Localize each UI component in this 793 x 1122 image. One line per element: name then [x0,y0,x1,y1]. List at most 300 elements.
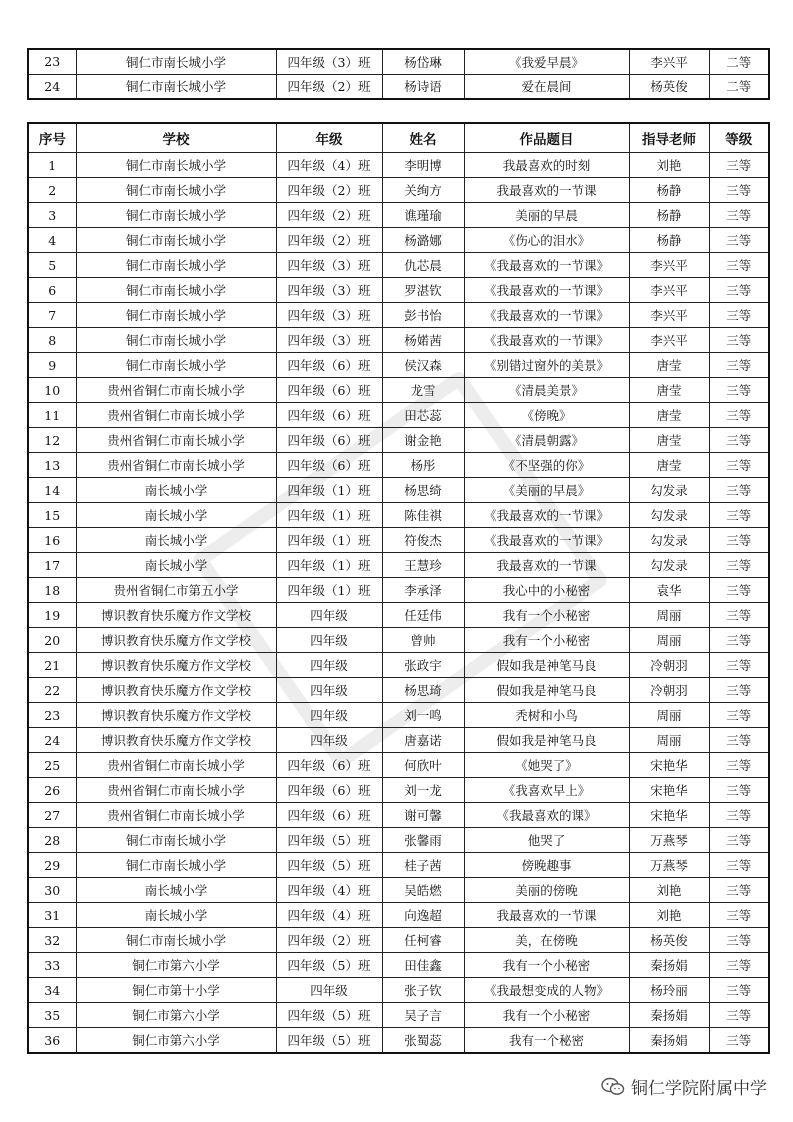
cell-teacher: 杨静 [629,228,709,253]
table-row [28,153,769,178]
cell-grade: 四年级（1）班 [276,503,382,528]
cell-level: 三等 [709,903,769,928]
cell-index: 18 [28,578,76,603]
cell-title: 美，在傍晚 [464,928,629,953]
cell-teacher: 李兴平 [629,303,709,328]
cell-grade: 四年级 [276,653,382,678]
cell-grade: 四年级（4）班 [276,153,382,178]
cell-school: 博识教育快乐魔方作文学校 [76,678,276,703]
cell-name: 谢金艳 [382,428,464,453]
cell-level: 二等 [709,49,769,74]
cell-index: 10 [28,378,76,403]
cell-name: 张馨雨 [382,828,464,853]
cell-index: 3 [28,203,76,228]
cell-school: 贵州省铜仁市南长城小学 [76,753,276,778]
cell-level: 三等 [709,253,769,278]
cell-teacher: 宋艳华 [629,778,709,803]
cell-grade: 四年级 [276,628,382,653]
cell-school: 博识教育快乐魔方作文学校 [76,703,276,728]
cell-title: 我有一个小秘密 [464,628,629,653]
cell-teacher: 唐莹 [629,403,709,428]
cell-index: 16 [28,528,76,553]
table-row [28,74,769,99]
cell-school: 南长城小学 [76,903,276,928]
cell-grade: 四年级（2）班 [276,178,382,203]
cell-level: 三等 [709,353,769,378]
cell-school: 铜仁市第六小学 [76,1003,276,1028]
table-row [28,928,769,953]
cell-grade: 四年级（1）班 [276,578,382,603]
cell-title: 《她哭了》 [464,753,629,778]
table-header-row [28,123,769,153]
table-row [28,278,769,303]
cell-grade: 四年级（2）班 [276,74,382,99]
table-row [28,803,769,828]
cell-grade: 四年级 [276,703,382,728]
cell-level: 三等 [709,228,769,253]
cell-teacher: 杨英俊 [629,928,709,953]
cell-level: 二等 [709,74,769,99]
table-row [28,828,769,853]
cell-school: 铜仁市第十小学 [76,978,276,1003]
cell-school: 博识教育快乐魔方作文学校 [76,628,276,653]
cell-grade: 四年级（3）班 [276,278,382,303]
cell-title: 美丽的早晨 [464,203,629,228]
cell-level: 三等 [709,703,769,728]
cell-teacher: 李兴平 [629,328,709,353]
cell-name: 杨彤 [382,453,464,478]
cell-school: 贵州省铜仁市南长城小学 [76,378,276,403]
cell-teacher: 刘艳 [629,903,709,928]
cell-teacher: 杨英俊 [629,74,709,99]
cell-level: 三等 [709,303,769,328]
cell-teacher: 唐莹 [629,353,709,378]
cell-school: 铜仁市南长城小学 [76,928,276,953]
cell-grade: 四年级（6）班 [276,778,382,803]
header-title: 作品题目 [464,123,629,153]
cell-name: 杨婼茜 [382,328,464,353]
cell-level: 三等 [709,503,769,528]
cell-name: 曾帅 [382,628,464,653]
cell-level: 三等 [709,478,769,503]
cell-grade: 四年级（1）班 [276,528,382,553]
cell-index: 20 [28,628,76,653]
cell-grade: 四年级（5）班 [276,853,382,878]
cell-title: 我有一个小秘密 [464,603,629,628]
cell-level: 三等 [709,953,769,978]
cell-grade: 四年级（6）班 [276,403,382,428]
cell-teacher: 袁华 [629,578,709,603]
cell-teacher: 宋艳华 [629,753,709,778]
cell-name: 杨思琦 [382,678,464,703]
cell-teacher: 冷朝羽 [629,653,709,678]
cell-teacher: 刘艳 [629,878,709,903]
cell-level: 三等 [709,778,769,803]
table-row [28,778,769,803]
cell-index: 35 [28,1003,76,1028]
cell-title: 我最喜欢的一节课 [464,178,629,203]
cell-level: 三等 [709,878,769,903]
header-grade: 年级 [276,123,382,153]
cell-teacher: 秦扬娟 [629,1003,709,1028]
cell-title: 《我最喜欢的一节课》 [464,253,629,278]
cell-name: 李明博 [382,153,464,178]
cell-title: 《傍晚》 [464,403,629,428]
cell-title: 《美丽的早晨》 [464,478,629,503]
cell-index: 28 [28,828,76,853]
cell-name: 张蜀蕊 [382,1028,464,1054]
cell-index: 9 [28,353,76,378]
table-row [28,428,769,453]
cell-grade: 四年级（5）班 [276,1003,382,1028]
cell-teacher: 秦扬娟 [629,1028,709,1054]
table-row [28,678,769,703]
cell-grade: 四年级（2）班 [276,928,382,953]
cell-level: 三等 [709,1003,769,1028]
cell-grade: 四年级（3）班 [276,303,382,328]
cell-grade: 四年级（6）班 [276,803,382,828]
cell-name: 何欣叶 [382,753,464,778]
cell-teacher: 勾发录 [629,503,709,528]
cell-teacher: 刘艳 [629,153,709,178]
table-row [28,203,769,228]
cell-school: 南长城小学 [76,553,276,578]
cell-school: 铜仁市南长城小学 [76,278,276,303]
table-row [28,328,769,353]
continued-table [27,48,770,100]
cell-teacher: 周丽 [629,728,709,753]
cell-level: 三等 [709,553,769,578]
cell-level: 三等 [709,203,769,228]
cell-name: 唐嘉诺 [382,728,464,753]
cell-teacher: 万燕琴 [629,853,709,878]
cell-level: 三等 [709,378,769,403]
cell-level: 三等 [709,328,769,353]
cell-teacher: 周丽 [629,628,709,653]
cell-index: 32 [28,928,76,953]
table-row [28,403,769,428]
table-row [28,528,769,553]
cell-grade: 四年级（6）班 [276,453,382,478]
cell-index: 33 [28,953,76,978]
table-row [28,303,769,328]
cell-level: 三等 [709,653,769,678]
cell-title: 他哭了 [464,828,629,853]
cell-level: 三等 [709,603,769,628]
cell-level: 三等 [709,753,769,778]
footer-account [601,1074,767,1099]
cell-grade: 四年级（6）班 [276,753,382,778]
cell-level: 三等 [709,828,769,853]
cell-school: 铜仁市南长城小学 [76,328,276,353]
cell-grade: 四年级（3）班 [276,49,382,74]
cell-title: 《清晨朝露》 [464,428,629,453]
cell-title: 《别错过窗外的美景》 [464,353,629,378]
cell-name: 任柯睿 [382,928,464,953]
cell-level: 三等 [709,453,769,478]
cell-name: 张政宇 [382,653,464,678]
cell-grade: 四年级（1）班 [276,553,382,578]
cell-level: 三等 [709,678,769,703]
cell-title: 秃树和小鸟 [464,703,629,728]
cell-school: 贵州省铜仁市南长城小学 [76,403,276,428]
awards-table [27,122,770,1054]
cell-grade: 四年级（5）班 [276,1028,382,1054]
cell-index: 26 [28,778,76,803]
cell-name: 刘一龙 [382,778,464,803]
cell-grade: 四年级（3）班 [276,328,382,353]
cell-index: 14 [28,478,76,503]
cell-level: 三等 [709,178,769,203]
cell-teacher: 李兴平 [629,278,709,303]
cell-level: 三等 [709,428,769,453]
cell-title: 假如我是神笔马良 [464,678,629,703]
header-name: 姓名 [382,123,464,153]
cell-teacher: 周丽 [629,603,709,628]
cell-name: 杨潞娜 [382,228,464,253]
cell-school: 铜仁市南长城小学 [76,178,276,203]
cell-index: 23 [28,703,76,728]
cell-index: 6 [28,278,76,303]
cell-school: 贵州省铜仁市第五小学 [76,578,276,603]
cell-school: 铜仁市南长城小学 [76,49,276,74]
cell-grade: 四年级（5）班 [276,953,382,978]
cell-grade: 四年级 [276,978,382,1003]
cell-title: 我有一个小秘密 [464,953,629,978]
table-row [28,728,769,753]
table-row [28,178,769,203]
cell-level: 三等 [709,153,769,178]
cell-teacher: 李兴平 [629,49,709,74]
table-row [28,703,769,728]
table-row [28,478,769,503]
cell-index: 25 [28,753,76,778]
table-row [28,453,769,478]
table-row [28,378,769,403]
cell-school: 铜仁市第六小学 [76,1028,276,1054]
cell-index: 12 [28,428,76,453]
cell-grade: 四年级（6）班 [276,353,382,378]
cell-title: 《我最喜欢的一节课》 [464,528,629,553]
cell-grade: 四年级（3）班 [276,253,382,278]
cell-school: 铜仁市南长城小学 [76,828,276,853]
table-row [28,853,769,878]
cell-title: 《我最想变成的人物》 [464,978,629,1003]
cell-name: 刘一鸣 [382,703,464,728]
cell-title: 傍晚趣事 [464,853,629,878]
header-level: 等级 [709,123,769,153]
cell-school: 铜仁市南长城小学 [76,853,276,878]
cell-name: 彭书怡 [382,303,464,328]
cell-level: 三等 [709,728,769,753]
cell-school: 南长城小学 [76,878,276,903]
cell-name: 仇芯晨 [382,253,464,278]
cell-title: 《我喜欢早上》 [464,778,629,803]
cell-name: 李承泽 [382,578,464,603]
cell-title: 《我最喜欢的一节课》 [464,503,629,528]
cell-index: 19 [28,603,76,628]
cell-teacher: 秦扬娟 [629,953,709,978]
cell-name: 谢可馨 [382,803,464,828]
table-row [28,878,769,903]
header-index: 序号 [28,123,76,153]
cell-name: 侯汉森 [382,353,464,378]
cell-teacher: 万燕琴 [629,828,709,853]
cell-teacher: 唐莹 [629,428,709,453]
cell-name: 向逸超 [382,903,464,928]
table-row [28,903,769,928]
table-row [28,953,769,978]
cell-school: 铜仁市南长城小学 [76,203,276,228]
cell-grade: 四年级 [276,603,382,628]
cell-index: 21 [28,653,76,678]
header-teacher: 指导老师 [629,123,709,153]
cell-index: 7 [28,303,76,328]
table-row [28,603,769,628]
cell-school: 铜仁市南长城小学 [76,303,276,328]
table-row [28,978,769,1003]
cell-index: 24 [28,728,76,753]
cell-title: 《我最喜欢的一节课》 [464,328,629,353]
cell-teacher: 勾发录 [629,528,709,553]
cell-teacher: 唐莹 [629,453,709,478]
cell-grade: 四年级（5）班 [276,828,382,853]
cell-title: 《不坚强的你》 [464,453,629,478]
wechat-icon [601,1077,625,1097]
cell-school: 铜仁市南长城小学 [76,228,276,253]
cell-name: 桂子茜 [382,853,464,878]
cell-index: 5 [28,253,76,278]
cell-index: 17 [28,553,76,578]
table-row [28,1028,769,1054]
cell-grade: 四年级（6）班 [276,428,382,453]
cell-level: 三等 [709,978,769,1003]
cell-school: 铜仁市南长城小学 [76,74,276,99]
cell-title: 我有一个小秘密 [464,1003,629,1028]
cell-teacher: 周丽 [629,703,709,728]
cell-school: 南长城小学 [76,503,276,528]
cell-name: 罗湛钦 [382,278,464,303]
cell-teacher: 杨静 [629,203,709,228]
cell-name: 吴子言 [382,1003,464,1028]
table-row [28,653,769,678]
cell-index: 34 [28,978,76,1003]
cell-level: 三等 [709,578,769,603]
table-row [28,503,769,528]
cell-name: 符俊杰 [382,528,464,553]
cell-index: 24 [28,74,76,99]
cell-title: 《我爱早晨》 [464,49,629,74]
table-row [28,228,769,253]
cell-title: 《我最喜欢的一节课》 [464,303,629,328]
cell-school: 贵州省铜仁市南长城小学 [76,803,276,828]
cell-school: 博识教育快乐魔方作文学校 [76,603,276,628]
cell-school: 博识教育快乐魔方作文学校 [76,728,276,753]
cell-level: 三等 [709,853,769,878]
cell-name: 王慧珍 [382,553,464,578]
table-row [28,49,769,74]
cell-name: 田佳鑫 [382,953,464,978]
cell-index: 30 [28,878,76,903]
cell-level: 三等 [709,1028,769,1054]
cell-title: 我最喜欢的一节课 [464,553,629,578]
table-row [28,1003,769,1028]
cell-level: 三等 [709,528,769,553]
cell-teacher: 勾发录 [629,478,709,503]
cell-index: 1 [28,153,76,178]
cell-index: 22 [28,678,76,703]
cell-index: 11 [28,403,76,428]
cell-school: 铜仁市南长城小学 [76,153,276,178]
cell-index: 29 [28,853,76,878]
cell-title: 假如我是神笔马良 [464,728,629,753]
cell-level: 三等 [709,628,769,653]
cell-title: 假如我是神笔马良 [464,653,629,678]
cell-grade: 四年级（4）班 [276,878,382,903]
cell-grade: 四年级 [276,678,382,703]
cell-level: 三等 [709,928,769,953]
cell-school: 铜仁市南长城小学 [76,353,276,378]
cell-teacher: 杨玲丽 [629,978,709,1003]
cell-school: 铜仁市南长城小学 [76,253,276,278]
cell-grade: 四年级 [276,728,382,753]
table-row [28,253,769,278]
cell-grade: 四年级（1）班 [276,478,382,503]
cell-index: 15 [28,503,76,528]
cell-name: 龙雪 [382,378,464,403]
cell-level: 三等 [709,278,769,303]
cell-grade: 四年级（2）班 [276,203,382,228]
cell-title: 我最喜欢的一节课 [464,903,629,928]
header-school: 学校 [76,123,276,153]
cell-title: 爱在晨间 [464,74,629,99]
cell-school: 铜仁市第六小学 [76,953,276,978]
cell-index: 36 [28,1028,76,1054]
cell-title: 我有一个秘密 [464,1028,629,1054]
cell-name: 杨岱琳 [382,49,464,74]
cell-index: 23 [28,49,76,74]
cell-title: 我最喜欢的时刻 [464,153,629,178]
cell-level: 三等 [709,403,769,428]
cell-grade: 四年级（4）班 [276,903,382,928]
cell-teacher: 冷朝羽 [629,678,709,703]
table-row [28,553,769,578]
cell-index: 27 [28,803,76,828]
cell-title: 我心中的小秘密 [464,578,629,603]
cell-index: 2 [28,178,76,203]
cell-index: 13 [28,453,76,478]
cell-name: 谯瑾瑜 [382,203,464,228]
cell-name: 任廷伟 [382,603,464,628]
cell-name: 杨诗语 [382,74,464,99]
cell-name: 田芯蕊 [382,403,464,428]
cell-teacher: 唐莹 [629,378,709,403]
footer-text: 铜仁学院附属中学 [631,1079,767,1099]
cell-title: 《清晨美景》 [464,378,629,403]
table-row [28,628,769,653]
cell-teacher: 勾发录 [629,553,709,578]
cell-grade: 四年级（6）班 [276,378,382,403]
cell-name: 杨思绮 [382,478,464,503]
table-row [28,578,769,603]
cell-name: 张子钦 [382,978,464,1003]
cell-level: 三等 [709,803,769,828]
cell-index: 4 [28,228,76,253]
cell-school: 南长城小学 [76,478,276,503]
cell-title: 美丽的傍晚 [464,878,629,903]
cell-index: 8 [28,328,76,353]
cell-school: 贵州省铜仁市南长城小学 [76,453,276,478]
